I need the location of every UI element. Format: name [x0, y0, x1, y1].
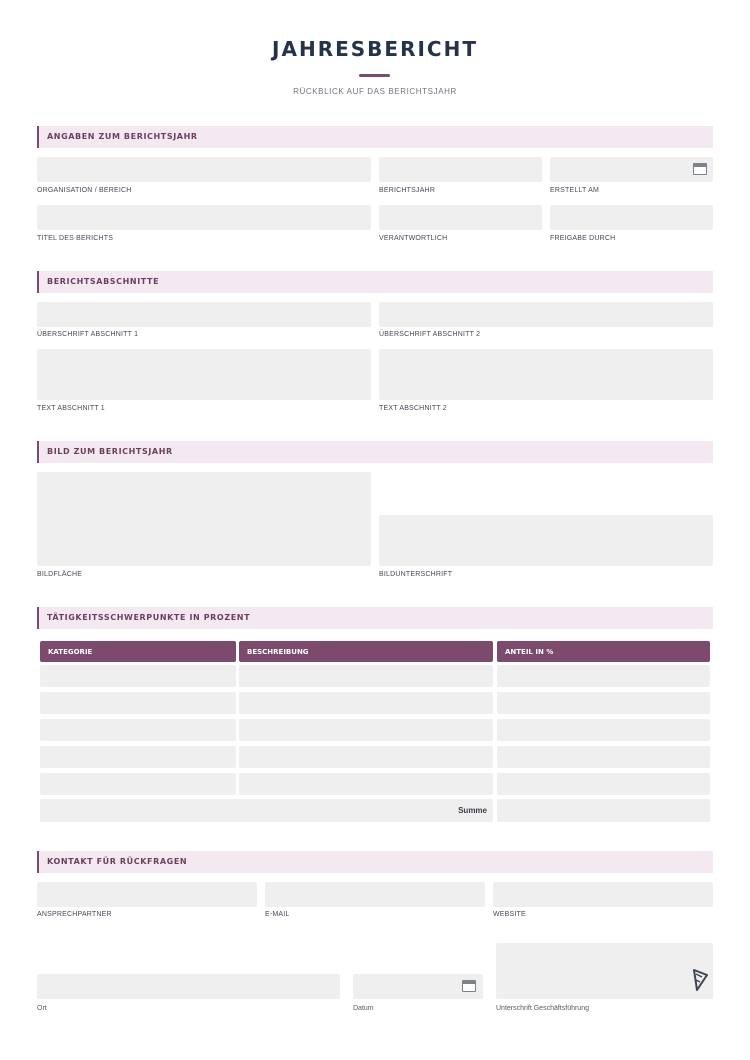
page-title: JAHRESBERICHT [272, 37, 478, 61]
table-cell[interactable] [239, 692, 493, 714]
table-cell[interactable] [497, 746, 710, 768]
ansprechpartner-label: ANSPRECHPARTNER [37, 911, 112, 918]
erstellt-am-field[interactable] [550, 157, 713, 182]
section-heading-label: TÄTIGKEITSSCHWERPUNKTE IN PROZENT [47, 613, 251, 622]
ort-label: Ort [37, 1005, 47, 1012]
sum-value-field[interactable] [497, 799, 710, 822]
column-header-anteil [497, 641, 710, 662]
datum-field[interactable] [353, 974, 483, 999]
table-cell[interactable] [40, 719, 236, 741]
ueberschrift-2-label: ÜBERSCHRIFT ABSCHNITT 2 [379, 331, 481, 338]
table-cell[interactable] [239, 665, 493, 687]
organisation-label: ORGANISATION / BEREICH [37, 187, 132, 194]
text-2-label: TEXT ABSCHNITT 2 [379, 405, 447, 412]
email-field[interactable] [265, 882, 485, 907]
table-cell[interactable] [239, 773, 493, 795]
calendar-icon[interactable] [462, 980, 476, 992]
verantwortlich-field[interactable] [379, 205, 542, 230]
table-cell[interactable] [497, 692, 710, 714]
ueberschrift-1-label: ÜBERSCHRIFT ABSCHNITT 1 [37, 331, 139, 338]
erstellt-am-label: ERSTELLT AM [550, 187, 600, 194]
ueberschrift-2-field[interactable] [379, 302, 713, 327]
text-2-field[interactable] [379, 349, 713, 400]
section-heading-label: BERICHTSABSCHNITTE [47, 277, 160, 286]
berichtsjahr-field[interactable] [379, 157, 542, 182]
titel-field[interactable] [37, 205, 371, 230]
section-heading-kontakt [37, 851, 713, 873]
page-subtitle: RÜCKBLICK AUF DAS BERICHTSJAHR [293, 87, 457, 96]
verantwortlich-label: VERANTWORTLICH [379, 235, 448, 242]
ueberschrift-1-field[interactable] [37, 302, 371, 327]
website-field[interactable] [493, 882, 713, 907]
website-label: WEBSITE [493, 911, 526, 918]
section-heading-abschnitte [37, 271, 713, 293]
column-header-label: ANTEIL IN % [505, 648, 554, 656]
table-cell[interactable] [497, 665, 710, 687]
table-cell[interactable] [239, 719, 493, 741]
text-1-label: TEXT ABSCHNITT 1 [37, 405, 105, 412]
datum-label: Datum [353, 1005, 374, 1012]
column-header-label: KATEGORIE [48, 648, 93, 656]
text-1-field[interactable] [37, 349, 371, 400]
pen-icon [693, 968, 709, 992]
column-header-kategorie [40, 641, 236, 662]
table-cell[interactable] [40, 773, 236, 795]
calendar-icon[interactable] [693, 163, 707, 175]
column-header-label: BESCHREIBUNG [247, 648, 309, 656]
sum-label: Summe [458, 806, 487, 815]
section-heading-label: BILD ZUM BERICHTSJAHR [47, 447, 173, 456]
titel-label: TITEL DES BERICHTS [37, 235, 114, 242]
bildunterschrift-label: BILDUNTERSCHRIFT [379, 571, 453, 578]
title-divider [359, 74, 390, 77]
ort-field[interactable] [37, 974, 340, 999]
freigabe-field[interactable] [550, 205, 713, 230]
table-cell[interactable] [497, 773, 710, 795]
table-cell[interactable] [497, 719, 710, 741]
table-cell[interactable] [40, 692, 236, 714]
sum-row [40, 799, 493, 822]
section-heading-berichtsjahr [37, 126, 713, 148]
section-heading-taetigkeit [37, 607, 713, 629]
table-cell[interactable] [40, 746, 236, 768]
bildflaeche-label: BILDFLÄCHE [37, 571, 83, 578]
bildunterschrift-field[interactable] [379, 515, 713, 566]
column-header-beschreibung [239, 641, 493, 662]
email-label: E-MAIL [265, 911, 290, 918]
freigabe-label: FREIGABE DURCH [550, 235, 616, 242]
organisation-field[interactable] [37, 157, 371, 182]
table-cell[interactable] [239, 746, 493, 768]
signature-field[interactable] [496, 943, 713, 999]
unterschrift-label: Unterschrift Geschäftsführung [496, 1005, 589, 1012]
bildflaeche-field[interactable] [37, 472, 371, 566]
section-heading-label: ANGABEN ZUM BERICHTSJAHR [47, 132, 198, 141]
section-heading-bild [37, 441, 713, 463]
berichtsjahr-label: BERICHTSJAHR [379, 187, 436, 194]
ansprechpartner-field[interactable] [37, 882, 257, 907]
table-cell[interactable] [40, 665, 236, 687]
section-heading-label: KONTAKT FÜR RÜCKFRAGEN [47, 857, 188, 866]
